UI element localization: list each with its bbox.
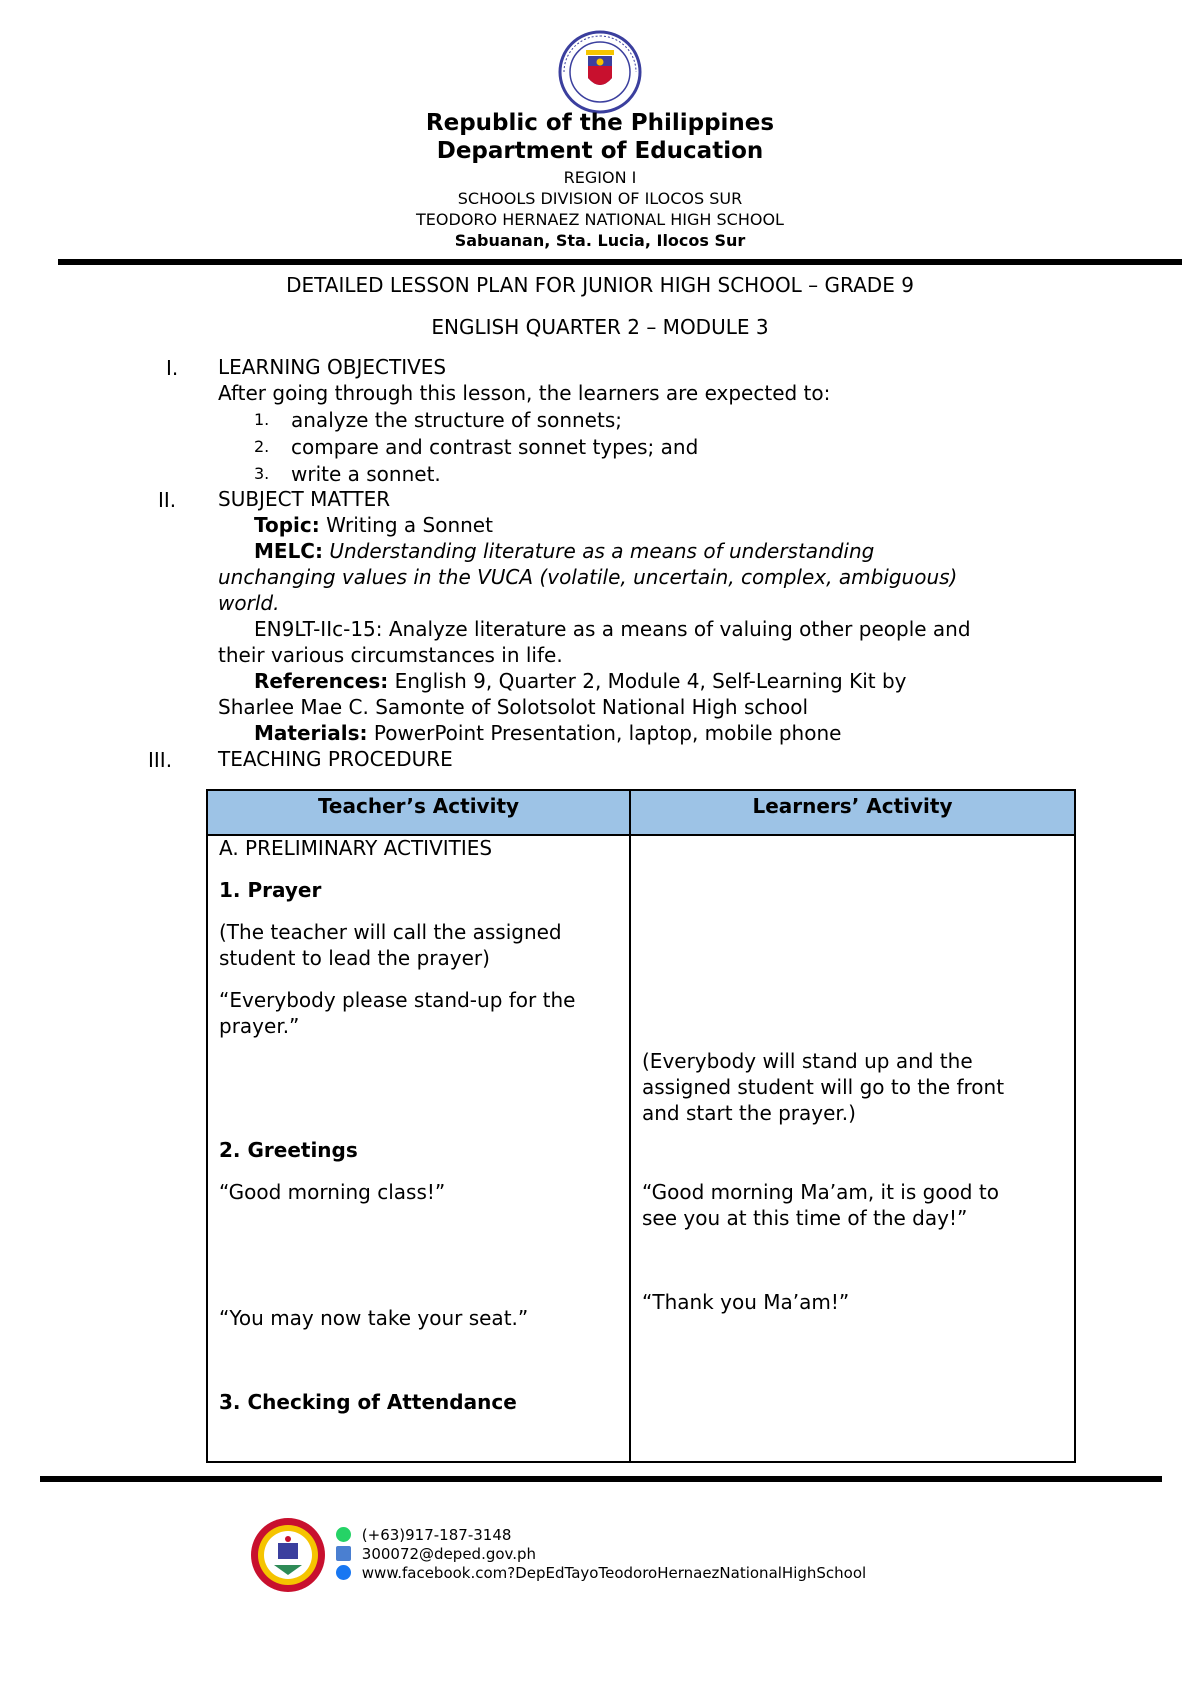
division-label: SCHOOLS DIVISION OF ILOCOS SUR xyxy=(457,189,743,208)
prayer-response-cont: assigned student will go to the front xyxy=(642,1075,1005,1099)
melc-text-end: world. xyxy=(218,591,280,615)
objective-number: 3. xyxy=(254,464,270,483)
attendance-heading: 3. Checking of Attendance xyxy=(219,1390,517,1414)
melc-label: MELC: xyxy=(254,539,323,563)
seat-instruction: “You may now take your seat.” xyxy=(219,1306,529,1330)
objective-item: write a sonnet. xyxy=(291,462,441,486)
school-seal-logo xyxy=(250,1517,326,1593)
school-address: Sabuanan, Sta. Lucia, Ilocos Sur xyxy=(454,231,746,250)
greeting-response: “Good morning Ma’am, it is good to xyxy=(642,1180,999,1204)
prayer-response: (Everybody will stand up and the xyxy=(642,1049,973,1073)
materials-value: PowerPoint Presentation, laptop, mobile phone xyxy=(373,721,842,745)
objective-item: compare and contrast sonnet types; and xyxy=(291,435,699,459)
school-name: TEODORO HERNAEZ NATIONAL HIGH SCHOOL xyxy=(416,210,784,229)
teaching-procedure-table xyxy=(206,789,1076,1463)
footer-email: 300072@deped.gov.ph xyxy=(361,1545,537,1563)
procedure-heading: TEACHING PROCEDURE xyxy=(218,747,453,771)
prayer-quote: “Everybody please stand-up for the xyxy=(219,988,576,1012)
prayer-note: (The teacher will call the assigned xyxy=(219,920,562,944)
melc-text-cont: unchanging values in the VUCA (volatile, uncertain, complex, ambiguous) xyxy=(218,565,958,589)
deped-seal-logo xyxy=(558,30,642,114)
header-learners-activity: Learners’ Activity xyxy=(752,794,953,818)
department-heading: Department of Education xyxy=(436,138,764,164)
objective-number: 1. xyxy=(254,410,270,429)
references-label: References: xyxy=(254,669,389,693)
greeting-teacher: “Good morning class!” xyxy=(219,1180,446,1204)
phone-icon xyxy=(336,1527,351,1542)
email-icon xyxy=(336,1546,351,1561)
references-value: English 9, Quarter 2, Module 4, Self-Learning Kit by xyxy=(394,669,907,693)
footer-facebook-link[interactable]: www.facebook.com?DepEdTayoTeodoroHernaezNationalHighSchool xyxy=(361,1564,867,1582)
header-teacher-activity: Teacher’s Activity xyxy=(317,794,520,818)
preliminary-activities-heading: A. PRELIMINARY ACTIVITIES xyxy=(219,836,493,860)
materials-label: Materials: xyxy=(254,721,368,745)
section-number-1: I. xyxy=(166,356,179,380)
footer-phone: (+63)917-187-3148 xyxy=(361,1526,512,1544)
melc-line xyxy=(254,538,874,564)
objectives-intro: After going through this lesson, the learners are expected to: xyxy=(218,381,831,405)
topic-label: Topic: xyxy=(254,513,320,537)
prayer-note-cont: student to lead the prayer) xyxy=(219,946,490,970)
footer-facebook-row xyxy=(336,1564,866,1582)
table-header-row xyxy=(208,791,1074,836)
topic-line xyxy=(254,512,493,538)
competency-code: EN9LT-IIc-15: Analyze literature as a means of valuing other people and xyxy=(254,617,971,641)
prayer-response-end: and start the prayer.) xyxy=(642,1101,856,1125)
republic-heading: Republic of the Philippines xyxy=(425,110,775,136)
greetings-heading: 2. Greetings xyxy=(219,1138,358,1162)
header-divider xyxy=(58,259,1182,265)
objectives-heading: LEARNING OBJECTIVES xyxy=(218,355,447,379)
seat-response: “Thank you Ma’am!” xyxy=(642,1290,850,1314)
objective-number: 2. xyxy=(254,437,270,456)
footer-divider xyxy=(40,1476,1162,1482)
melc-text: Understanding literature as a means of understanding xyxy=(329,539,875,563)
lesson-plan-title: DETAILED LESSON PLAN FOR JUNIOR HIGH SCHOOL – GRADE 9 xyxy=(286,273,914,297)
facebook-icon xyxy=(336,1565,351,1580)
footer-phone-row xyxy=(336,1526,511,1544)
section-number-2: II. xyxy=(158,488,177,512)
prayer-quote-cont: prayer.” xyxy=(219,1014,300,1038)
greeting-response-cont: see you at this time of the day!” xyxy=(642,1206,968,1230)
module-title: ENGLISH QUARTER 2 – MODULE 3 xyxy=(431,315,769,339)
competency-code-cont: their various circumstances in life. xyxy=(218,643,563,667)
region-label: REGION I xyxy=(563,168,637,187)
subject-heading: SUBJECT MATTER xyxy=(218,487,391,511)
section-number-3: III. xyxy=(148,748,173,772)
column-divider xyxy=(629,791,631,1461)
references-cont: Sharlee Mae C. Samonte of Solotsolot National High school xyxy=(218,695,809,719)
materials-line xyxy=(254,720,841,746)
objective-item: analyze the structure of sonnets; xyxy=(291,408,622,432)
references-line xyxy=(254,668,906,694)
prayer-heading: 1. Prayer xyxy=(219,878,322,902)
topic-value: Writing a Sonnet xyxy=(326,513,493,537)
footer-email-row xyxy=(336,1545,536,1563)
